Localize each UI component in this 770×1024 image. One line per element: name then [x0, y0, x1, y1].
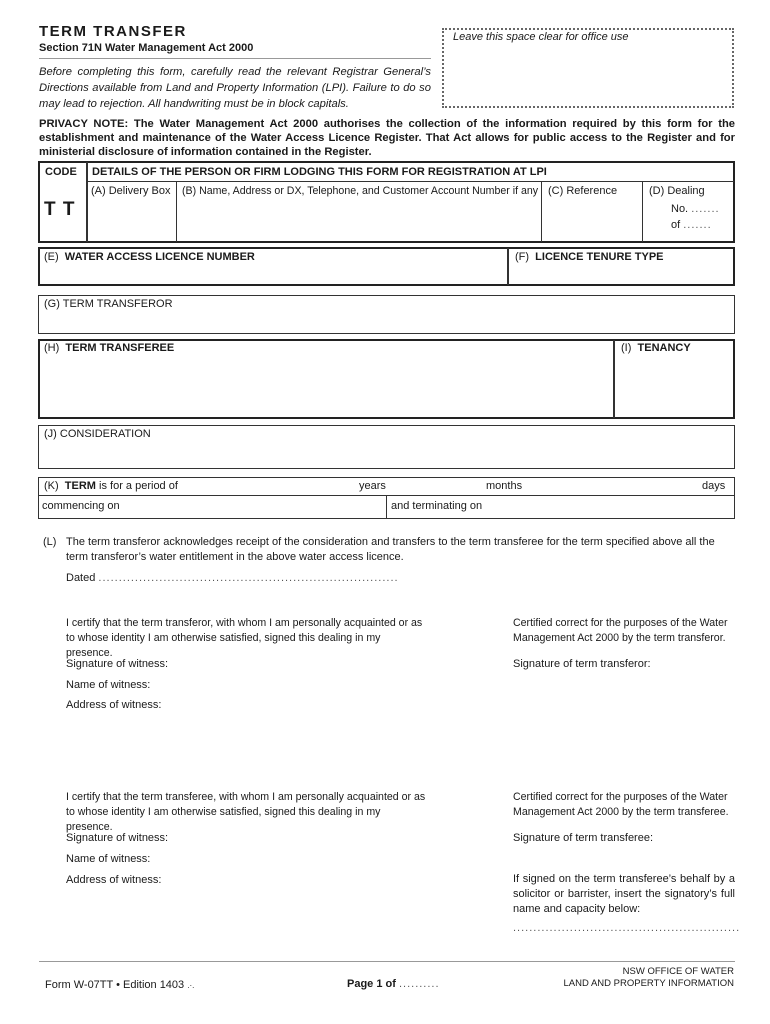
form-subtitle: Section 71N Water Management Act 2000 — [39, 42, 254, 54]
term-rest: is for a period of — [99, 480, 178, 492]
transferee-witness-name[interactable]: Name of witness: — [66, 853, 151, 865]
term-transferor-label: (G) TERM TRANSFEROR — [44, 298, 173, 310]
code-value: T T — [44, 199, 76, 220]
delivery-box-field[interactable]: (A) Delivery Box — [91, 185, 171, 197]
form-id-text: Form W-07TT • Edition 1403 — [45, 979, 185, 991]
tenure-prefix: (F) — [515, 251, 530, 263]
term-period-field[interactable] — [44, 480, 178, 492]
consideration-label: (J) CONSIDERATION — [44, 428, 151, 440]
footer-page — [347, 978, 440, 990]
days-label: days — [702, 480, 726, 492]
transferor-certified-text: Certified correct for the purposes of the Water Management Act 2000 by the term transferor. — [513, 617, 728, 644]
privacy-note: PRIVACY NOTE: The Water Management Act 2000 authorises the collection of the information required by this form for the establishment and maintenance of the Water Access Licence Register. That Act allows for public access to the Register and for ministerial disclosure of information contained in the Register. — [39, 118, 735, 158]
code-label: CODE — [45, 166, 77, 178]
transferee-label: TERM TRANSFEREE — [65, 342, 175, 354]
behalf-text: If signed on the term transferee’s behalf by a solicitor or barrister, insert the signatory’s full name and capacity below: — [513, 873, 735, 915]
transferor-witness-name[interactable]: Name of witness: — [66, 679, 151, 691]
transferee-signature[interactable]: Signature of term transferee: — [513, 832, 654, 844]
tenancy-field[interactable] — [621, 342, 691, 354]
footer-rule — [39, 961, 735, 962]
footer-office — [534, 966, 734, 990]
transferor-signature[interactable]: Signature of term transferor: — [513, 658, 651, 670]
page-dots: .......... — [398, 978, 440, 990]
commencing-field[interactable]: commencing on — [42, 500, 120, 512]
name-address-field[interactable]: (B) Name, Address or DX, Telephone, and Customer Account Number if any — [182, 185, 539, 197]
term-transferee-field[interactable] — [44, 342, 174, 354]
transferee-divider — [613, 340, 615, 418]
licence-label: WATER ACCESS LICENCE NUMBER — [64, 251, 255, 263]
lodging-divider — [86, 162, 88, 242]
transferor-witness-certify: I certify that the term transferor, with whom I am personally acquainted or as to whose identity I am otherwise satisfied, signed this dealing in my presence. — [66, 617, 423, 659]
tenancy-label: TENANCY — [637, 342, 691, 354]
lodging-sub-rule — [87, 181, 734, 182]
form-id-mark: .·. — [187, 981, 195, 990]
terminating-field[interactable]: and terminating on — [391, 500, 483, 512]
office-use-label: Leave this space clear for office use — [453, 31, 629, 43]
transferee-prefix: (H) — [44, 342, 60, 354]
dealing-of-text: of — [671, 219, 681, 231]
dealing-of-label — [671, 219, 712, 231]
transferor-witness-address[interactable]: Address of witness: — [66, 699, 162, 711]
acknowledgement-prefix: (L) — [43, 536, 57, 548]
dealing-no-text: No. — [671, 203, 689, 215]
transferee-witness-signature[interactable]: Signature of witness: — [66, 832, 169, 844]
lodging-col-c-divider — [642, 182, 643, 242]
dated-label: Dated — [66, 572, 96, 584]
tenancy-prefix: (I) — [621, 342, 632, 354]
term-row-divider — [386, 496, 387, 518]
lodging-details-label: DETAILS OF THE PERSON OR FIRM LODGING THIS FORM FOR REGISTRATION AT LPI — [92, 166, 547, 178]
office-line-2: LAND AND PROPERTY INFORMATION — [563, 978, 734, 989]
dealing-of-dots: ....... — [683, 219, 712, 231]
years-label: years — [359, 480, 386, 492]
footer-form-id — [45, 979, 194, 991]
lodging-col-b-divider — [541, 182, 542, 242]
dealing-no-label — [671, 203, 720, 215]
header-rule — [39, 58, 431, 59]
transferee-witness-certify: I certify that the term transferee, with whom I am personally acquainted or as to whose identity I am otherwise satisfied, signed this dealing in my presence. — [66, 791, 426, 833]
term-bold: TERM — [64, 480, 96, 492]
dealing-field[interactable]: (D) Dealing — [649, 185, 705, 197]
licence-prefix: (E) — [44, 251, 59, 263]
licence-divider — [507, 248, 509, 285]
reference-field[interactable]: (C) Reference — [548, 185, 618, 197]
dated-dots: .......................................................................... — [98, 572, 399, 584]
office-line-1: NSW OFFICE OF WATER — [622, 966, 734, 977]
term-prefix: (K) — [44, 480, 59, 492]
acknowledgement-text: The term transferor acknowledges receipt of the consideration and transfers to the term transferee for the term specified above all the term transferor’s water entitlement in the above water access licence. — [66, 536, 715, 563]
tenure-label: LICENCE TENURE TYPE — [535, 251, 664, 263]
behalf-signatory-field[interactable]: ........................................................ — [513, 922, 741, 934]
licence-tenure-field[interactable] — [515, 251, 664, 263]
office-use-box — [442, 28, 734, 108]
dated-field[interactable] — [66, 571, 399, 586]
transferee-witness-address[interactable]: Address of witness: — [66, 874, 162, 886]
intro-text: Before completing this form, carefully read the relevant Registrar General’s Directions available from Land and Property Information (LPI). Failure to do so may lead to rejection. All handwriting must be in block capitals. — [39, 66, 431, 110]
licence-number-field[interactable] — [44, 251, 255, 263]
months-label: months — [486, 480, 523, 492]
transferor-witness-signature[interactable]: Signature of witness: — [66, 658, 169, 670]
dealing-no-dots: ....... — [691, 203, 720, 215]
lodging-col-a-divider — [176, 182, 177, 242]
page-text: Page 1 of — [347, 978, 396, 990]
transferee-certified-text: Certified correct for the purposes of the Water Management Act 2000 by the term transferee. — [513, 791, 729, 818]
form-title: TERM TRANSFER — [39, 23, 187, 40]
